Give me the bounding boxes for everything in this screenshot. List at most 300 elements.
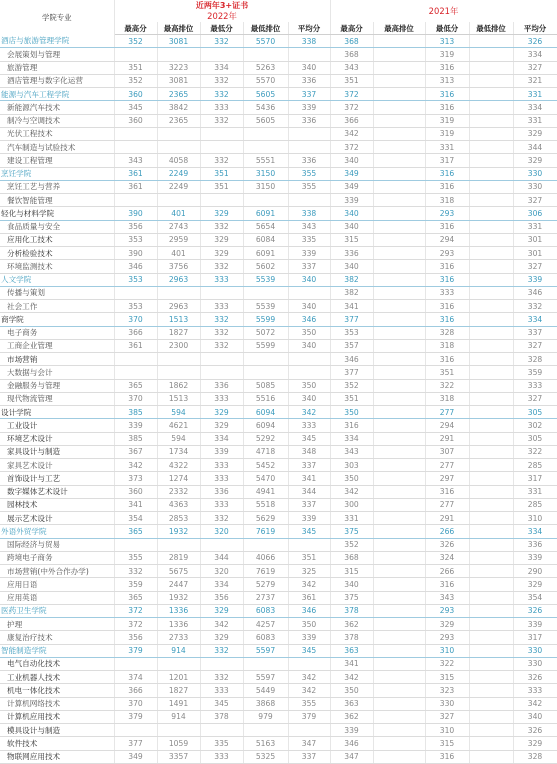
major-name-cell: 首饰设计与工艺: [0, 472, 114, 485]
score-cell: 5597: [243, 644, 288, 657]
score-cell: 321: [513, 74, 557, 87]
header-max-rank-2021: 最高排位: [373, 22, 425, 35]
header-max-score-2022: 最高分: [114, 22, 157, 35]
score-cell: 382: [330, 286, 373, 299]
score-cell: 346: [513, 286, 557, 299]
score-cell: [373, 154, 425, 167]
score-cell: [469, 207, 513, 220]
major-name-cell: 模具设计与制造: [0, 724, 114, 737]
score-cell: [157, 194, 200, 207]
score-cell: [200, 48, 243, 61]
header-row-top: [0, 0, 557, 22]
college-row: [0, 604, 557, 617]
score-cell: 332: [200, 220, 243, 233]
major-name-cell: 环境艺术设计: [0, 432, 114, 445]
score-cell: 361: [114, 180, 157, 193]
score-cell: [243, 724, 288, 737]
score-cell: [200, 194, 243, 207]
score-cell: 342: [330, 671, 373, 684]
major-row: [0, 459, 557, 472]
score-cell: 315: [330, 233, 373, 246]
score-cell: [373, 167, 425, 180]
score-cell: 328: [513, 750, 557, 763]
year-2021-label: 2021年: [330, 0, 557, 22]
score-cell: 339: [288, 631, 330, 644]
score-cell: 342: [200, 618, 243, 631]
score-cell: [469, 61, 513, 74]
score-cell: [373, 697, 425, 710]
score-cell: [288, 353, 330, 366]
score-cell: [373, 339, 425, 352]
college-name-cell: 智能制造学院: [0, 644, 114, 657]
score-cell: [373, 498, 425, 511]
score-cell: 365: [114, 591, 157, 604]
score-cell: 2447: [157, 578, 200, 591]
score-cell: [243, 286, 288, 299]
score-cell: 352: [114, 74, 157, 87]
score-cell: 333: [200, 684, 243, 697]
header-max-score-2021: 最高分: [330, 22, 373, 35]
score-cell: 350: [330, 406, 373, 419]
score-cell: 4257: [243, 618, 288, 631]
score-cell: [469, 578, 513, 591]
score-cell: 339: [513, 273, 557, 286]
major-row: [0, 432, 557, 445]
college-row: [0, 525, 557, 538]
score-cell: 340: [330, 220, 373, 233]
header-min-score-2021: 最低分: [425, 22, 469, 35]
score-cell: 316: [425, 273, 469, 286]
year-2022-label: 近两年3+证书 2022年: [114, 0, 330, 22]
score-cell: 2853: [157, 512, 200, 525]
score-cell: [469, 485, 513, 498]
score-cell: [469, 737, 513, 750]
score-cell: 316: [425, 101, 469, 114]
score-cell: 330: [513, 180, 557, 193]
college-row: [0, 207, 557, 220]
score-cell: 2963: [157, 273, 200, 286]
score-cell: 351: [114, 61, 157, 74]
score-cell: 1513: [157, 392, 200, 405]
score-cell: 306: [513, 207, 557, 220]
major-name-cell: 新能源汽车技术: [0, 101, 114, 114]
score-cell: [288, 657, 330, 670]
score-cell: 351: [200, 167, 243, 180]
major-name-cell: 电气自动化技术: [0, 657, 114, 670]
score-cell: [373, 207, 425, 220]
score-cell: [373, 406, 425, 419]
major-row: [0, 300, 557, 313]
score-cell: [243, 127, 288, 140]
score-cell: [288, 127, 330, 140]
header-min-score-2022: 最低分: [200, 22, 243, 35]
major-name-cell: 应用日语: [0, 578, 114, 591]
score-cell: 339: [288, 247, 330, 260]
score-cell: 318: [425, 339, 469, 352]
score-cell: 354: [114, 512, 157, 525]
score-cell: [114, 48, 157, 61]
major-row: [0, 61, 557, 74]
score-cell: 343: [288, 220, 330, 233]
score-cell: 382: [330, 273, 373, 286]
major-row: [0, 48, 557, 61]
score-cell: 2963: [157, 300, 200, 313]
score-cell: 368: [330, 35, 373, 48]
score-cell: [469, 657, 513, 670]
score-cell: 293: [425, 247, 469, 260]
score-cell: [157, 353, 200, 366]
college-name-cell: 设计学院: [0, 406, 114, 419]
score-cell: [200, 127, 243, 140]
score-cell: 4941: [243, 485, 288, 498]
score-cell: [373, 419, 425, 432]
score-cell: 327: [513, 260, 557, 273]
score-cell: 5436: [243, 101, 288, 114]
score-cell: 5605: [243, 114, 288, 127]
score-cell: [469, 220, 513, 233]
score-cell: [469, 154, 513, 167]
score-cell: [469, 392, 513, 405]
score-cell: 317: [425, 154, 469, 167]
score-cell: [469, 684, 513, 697]
score-cell: [373, 220, 425, 233]
score-cell: 5452: [243, 459, 288, 472]
score-cell: [373, 737, 425, 750]
score-cell: [373, 710, 425, 723]
score-cell: 5605: [243, 88, 288, 101]
score-cell: 331: [425, 141, 469, 154]
score-cell: [469, 538, 513, 551]
score-cell: 329: [200, 247, 243, 260]
score-cell: 350: [288, 618, 330, 631]
score-cell: 372: [330, 101, 373, 114]
score-cell: 290: [513, 565, 557, 578]
major-name-cell: 物联网应用技术: [0, 750, 114, 763]
score-cell: [373, 366, 425, 379]
score-cell: [469, 631, 513, 644]
score-cell: 348: [288, 445, 330, 458]
score-cell: [373, 631, 425, 644]
score-cell: 266: [425, 525, 469, 538]
score-cell: [469, 498, 513, 511]
score-cell: 277: [425, 498, 469, 511]
score-cell: 339: [330, 724, 373, 737]
score-cell: 351: [330, 74, 373, 87]
score-cell: [469, 710, 513, 723]
score-cell: 340: [330, 207, 373, 220]
score-cell: 293: [425, 604, 469, 617]
score-cell: 316: [425, 750, 469, 763]
score-cell: 340: [288, 339, 330, 352]
score-cell: [373, 750, 425, 763]
score-cell: 375: [330, 525, 373, 538]
score-cell: 6083: [243, 604, 288, 617]
score-cell: 362: [330, 618, 373, 631]
score-cell: [157, 366, 200, 379]
score-cell: 332: [200, 671, 243, 684]
score-cell: 338: [288, 207, 330, 220]
score-cell: 366: [114, 684, 157, 697]
header-avg-score-2021: 平均分: [513, 22, 557, 35]
score-cell: [243, 48, 288, 61]
major-row: [0, 538, 557, 551]
score-cell: 343: [330, 61, 373, 74]
college-row: [0, 273, 557, 286]
score-cell: 331: [330, 512, 373, 525]
major-name-cell: 光伏工程技术: [0, 127, 114, 140]
college-name-cell: 医药卫生学院: [0, 604, 114, 617]
score-cell: 1336: [157, 604, 200, 617]
score-cell: 6091: [243, 207, 288, 220]
score-cell: [469, 353, 513, 366]
score-cell: 331: [513, 114, 557, 127]
score-cell: 5629: [243, 512, 288, 525]
score-cell: 5072: [243, 326, 288, 339]
score-cell: 385: [114, 406, 157, 419]
major-name-cell: 市场营销: [0, 353, 114, 366]
score-cell: 336: [330, 247, 373, 260]
major-row: [0, 247, 557, 260]
score-cell: 594: [157, 432, 200, 445]
major-name-cell: 市场营销(中外合作办学): [0, 565, 114, 578]
score-cell: 327: [425, 710, 469, 723]
major-row: [0, 366, 557, 379]
major-row: [0, 220, 557, 233]
score-cell: 313: [425, 35, 469, 48]
score-cell: [373, 74, 425, 87]
score-cell: [469, 88, 513, 101]
score-cell: 332: [200, 644, 243, 657]
major-row: [0, 591, 557, 604]
header-college-major: 学院专业: [0, 0, 114, 35]
score-cell: 332: [200, 512, 243, 525]
score-cell: [288, 724, 330, 737]
score-cell: [373, 233, 425, 246]
score-cell: 350: [288, 326, 330, 339]
score-cell: 331: [513, 88, 557, 101]
college-row: [0, 406, 557, 419]
score-cell: 1491: [157, 697, 200, 710]
score-cell: 343: [425, 591, 469, 604]
score-cell: 333: [513, 379, 557, 392]
score-cell: 342: [330, 485, 373, 498]
score-cell: [373, 684, 425, 697]
score-cell: 333: [200, 750, 243, 763]
major-name-cell: 家具设计与制造: [0, 445, 114, 458]
score-cell: [469, 591, 513, 604]
score-cell: 339: [513, 618, 557, 631]
score-cell: 363: [330, 644, 373, 657]
score-cell: 350: [330, 472, 373, 485]
major-name-cell: 应用化工技术: [0, 233, 114, 246]
score-cell: 361: [114, 339, 157, 352]
major-row: [0, 379, 557, 392]
score-cell: [469, 671, 513, 684]
score-cell: [373, 313, 425, 326]
score-cell: 336: [200, 485, 243, 498]
score-cell: [114, 141, 157, 154]
score-cell: 372: [330, 141, 373, 154]
score-cell: 316: [425, 353, 469, 366]
score-cell: 337: [288, 498, 330, 511]
score-cell: 372: [330, 88, 373, 101]
score-cell: 331: [513, 220, 557, 233]
score-cell: 346: [330, 353, 373, 366]
score-cell: [469, 432, 513, 445]
major-row: [0, 750, 557, 763]
score-cell: [469, 233, 513, 246]
major-name-cell: 环境监测技术: [0, 260, 114, 273]
major-name-cell: 园林技术: [0, 498, 114, 511]
score-cell: 365: [114, 525, 157, 538]
score-cell: 343: [330, 445, 373, 458]
college-name-cell: 烹饪学院: [0, 167, 114, 180]
college-name-cell: 酒店与旅游管理学院: [0, 35, 114, 48]
score-cell: 351: [425, 366, 469, 379]
score-cell: 334: [513, 48, 557, 61]
score-cell: 356: [114, 631, 157, 644]
major-row: [0, 260, 557, 273]
score-cell: 350: [288, 379, 330, 392]
score-cell: 356: [114, 220, 157, 233]
score-cell: 352: [330, 538, 373, 551]
score-cell: 341: [330, 657, 373, 670]
score-cell: 294: [425, 419, 469, 432]
score-cell: 334: [513, 525, 557, 538]
score-cell: [114, 353, 157, 366]
score-cell: 336: [288, 154, 330, 167]
score-cell: 329: [200, 604, 243, 617]
score-cell: 332: [200, 313, 243, 326]
score-cell: 293: [425, 207, 469, 220]
major-name-cell: 会展策划与管理: [0, 48, 114, 61]
score-cell: 340: [330, 260, 373, 273]
score-cell: 318: [425, 194, 469, 207]
score-cell: 324: [425, 551, 469, 564]
major-row: [0, 114, 557, 127]
score-cell: 362: [330, 710, 373, 723]
score-cell: 5163: [243, 737, 288, 750]
score-cell: 914: [157, 710, 200, 723]
score-cell: 3081: [157, 74, 200, 87]
score-cell: [469, 273, 513, 286]
major-row: [0, 353, 557, 366]
major-name-cell: 食品质量与安全: [0, 220, 114, 233]
score-cell: [469, 180, 513, 193]
major-row: [0, 697, 557, 710]
score-cell: 6084: [243, 233, 288, 246]
score-cell: 4322: [157, 459, 200, 472]
score-cell: 1059: [157, 737, 200, 750]
score-cell: 341: [288, 472, 330, 485]
college-name-cell: 人文学院: [0, 273, 114, 286]
college-row: [0, 88, 557, 101]
score-cell: 5470: [243, 472, 288, 485]
score-cell: 366: [114, 326, 157, 339]
score-cell: 352: [114, 35, 157, 48]
score-cell: 333: [200, 392, 243, 405]
score-cell: 317: [513, 472, 557, 485]
major-row: [0, 724, 557, 737]
college-name-cell: 外语外贸学院: [0, 525, 114, 538]
score-cell: 329: [513, 578, 557, 591]
score-cell: 4718: [243, 445, 288, 458]
score-cell: 5597: [243, 671, 288, 684]
score-cell: [288, 48, 330, 61]
major-name-cell: 工商企业管理: [0, 339, 114, 352]
score-cell: 1336: [157, 618, 200, 631]
score-cell: 346: [330, 737, 373, 750]
score-cell: 322: [425, 379, 469, 392]
major-row: [0, 578, 557, 591]
score-cell: 351: [288, 551, 330, 564]
score-cell: 355: [114, 551, 157, 564]
major-name-cell: 烹饪工艺与营养: [0, 180, 114, 193]
major-name-cell: 分析检验技术: [0, 247, 114, 260]
score-cell: [373, 671, 425, 684]
score-cell: [288, 366, 330, 379]
score-cell: 914: [157, 644, 200, 657]
score-cell: 344: [288, 485, 330, 498]
score-cell: [373, 538, 425, 551]
score-cell: 355: [288, 697, 330, 710]
score-cell: 336: [200, 379, 243, 392]
score-cell: 1932: [157, 591, 200, 604]
major-name-cell: 大数据与会计: [0, 366, 114, 379]
score-cell: 4621: [157, 419, 200, 432]
score-cell: 326: [425, 538, 469, 551]
score-cell: [373, 618, 425, 631]
score-cell: [373, 48, 425, 61]
score-cell: 347: [330, 750, 373, 763]
major-name-cell: 展示艺术设计: [0, 512, 114, 525]
score-cell: 6083: [243, 631, 288, 644]
header-avg-score-2022: 平均分: [288, 22, 330, 35]
score-cell: 327: [513, 339, 557, 352]
score-cell: 301: [513, 233, 557, 246]
score-cell: [200, 141, 243, 154]
score-cell: 339: [288, 101, 330, 114]
score-cell: 342: [114, 459, 157, 472]
score-cell: 330: [513, 167, 557, 180]
score-cell: 1827: [157, 326, 200, 339]
score-cell: 347: [288, 737, 330, 750]
score-cell: 4363: [157, 498, 200, 511]
score-cell: 333: [200, 498, 243, 511]
score-cell: 360: [114, 485, 157, 498]
score-cell: 343: [114, 154, 157, 167]
score-cell: [157, 538, 200, 551]
major-name-cell: 家具艺术设计: [0, 459, 114, 472]
major-name-cell: 社会工作: [0, 300, 114, 313]
score-cell: [469, 472, 513, 485]
score-cell: 359: [513, 366, 557, 379]
score-cell: 353: [114, 300, 157, 313]
score-cell: [200, 286, 243, 299]
score-cell: 385: [114, 432, 157, 445]
score-cell: 339: [330, 194, 373, 207]
score-cell: 332: [200, 154, 243, 167]
score-cell: 339: [114, 419, 157, 432]
score-cell: 594: [157, 406, 200, 419]
score-cell: 3223: [157, 61, 200, 74]
score-cell: 3081: [157, 35, 200, 48]
score-cell: 344: [200, 551, 243, 564]
score-cell: 328: [513, 353, 557, 366]
major-row: [0, 631, 557, 644]
score-cell: 333: [513, 684, 557, 697]
score-cell: [469, 565, 513, 578]
